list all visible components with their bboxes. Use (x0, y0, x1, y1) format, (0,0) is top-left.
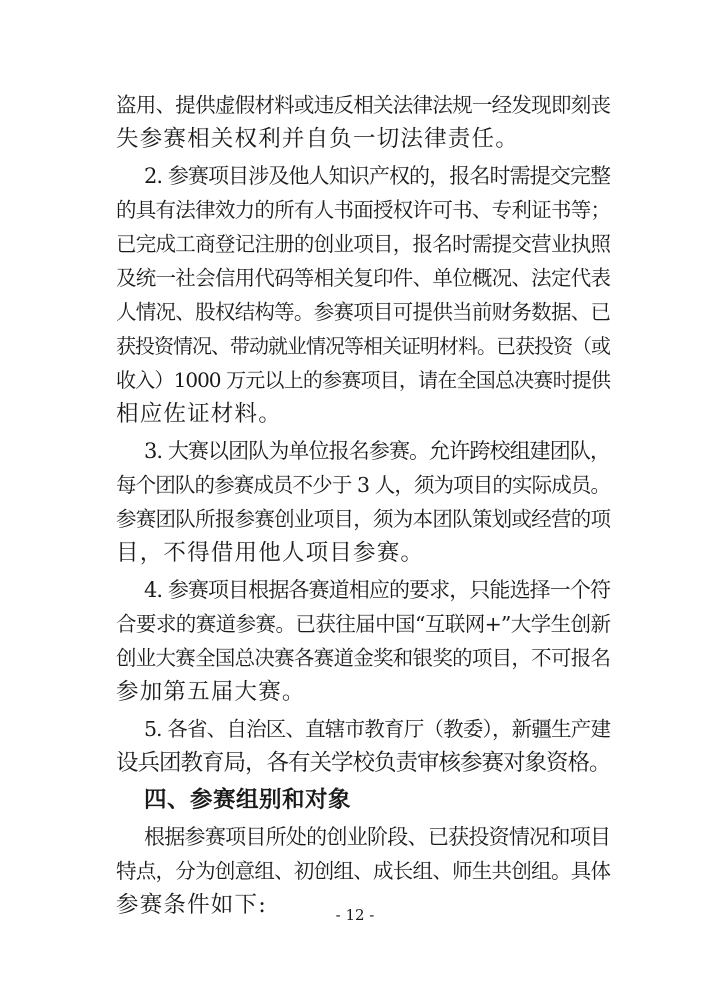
text-line: 的具有法律效力的所有人书面授权许可书、专利证书等； (116, 198, 610, 222)
text-line: 相应佐证材料。 (116, 401, 282, 427)
text-line: 失参赛相关权利并自负一切法律责任。 (116, 126, 519, 152)
paragraph-item-5 (116, 712, 610, 780)
text-line: 每个团队的参赛成员不少于 3 人，须为项目的实际成员。 (116, 473, 610, 497)
text-line: 及统一社会信用代码等相关复印件、单位概况、法定代表 (116, 266, 610, 290)
text-line: 设兵团教育局，各有关学校负责审核参赛对象资格。 (116, 750, 611, 776)
text-line: 4. 参赛项目根据各赛道相应的要求，只能选择一个符 (144, 578, 610, 602)
document-page (116, 88, 610, 922)
paragraph-item-2 (116, 159, 610, 431)
text-line: 盗用、提供虚假材料或违反相关法律法规一经发现即刻丧 (116, 93, 610, 117)
text-line: 合要求的赛道参赛。已获往届中国“互联网+”大学生创新 (116, 612, 610, 636)
text-line: 根据参赛项目所处的创业阶段、已获投资情况和项目 (144, 825, 610, 849)
paragraph-continuation (116, 88, 610, 156)
paragraph-item-4 (116, 573, 610, 709)
text-line: 人情况、股权结构等。参赛项目可提供当前财务数据、已 (116, 300, 610, 324)
page-number: - 12 - (335, 906, 375, 924)
text-line: 获投资情况、带动就业情况等相关证明材料。已获投资（或 (116, 334, 610, 358)
text-line: 已完成工商登记注册的创业项目，报名时需提交营业执照 (116, 232, 610, 256)
text-line: 收入）1000 万元以上的参赛项目，请在全国总决赛时提供 (116, 368, 610, 392)
paragraph-item-3 (116, 434, 610, 570)
text-line: 参赛条件如下: (116, 892, 267, 918)
text-line: 3. 大赛以团队为单位报名参赛。允许跨校组建团队， (144, 439, 610, 463)
text-line: 目，不得借用他人项目参赛。 (116, 540, 425, 566)
text-line: 参赛团队所报参赛创业项目，须为本团队策划或经营的项 (116, 507, 610, 531)
text-line: 2. 参赛项目涉及他人知识产权的，报名时需提交完整 (144, 164, 610, 188)
text-line: 创业大赛全国总决赛各赛道金奖和银奖的项目，不可报名 (116, 646, 610, 670)
section-heading: 四、参赛组别和对象 (144, 787, 352, 813)
text-line: 参加第五届大赛。 (116, 679, 306, 705)
text-line: 特点，分为创意组、初创组、成长组、师生共创组。具体 (116, 859, 610, 883)
text-line: 5. 各省、自治区、直辖市教育厅（教委），新疆生产建 (144, 717, 610, 741)
